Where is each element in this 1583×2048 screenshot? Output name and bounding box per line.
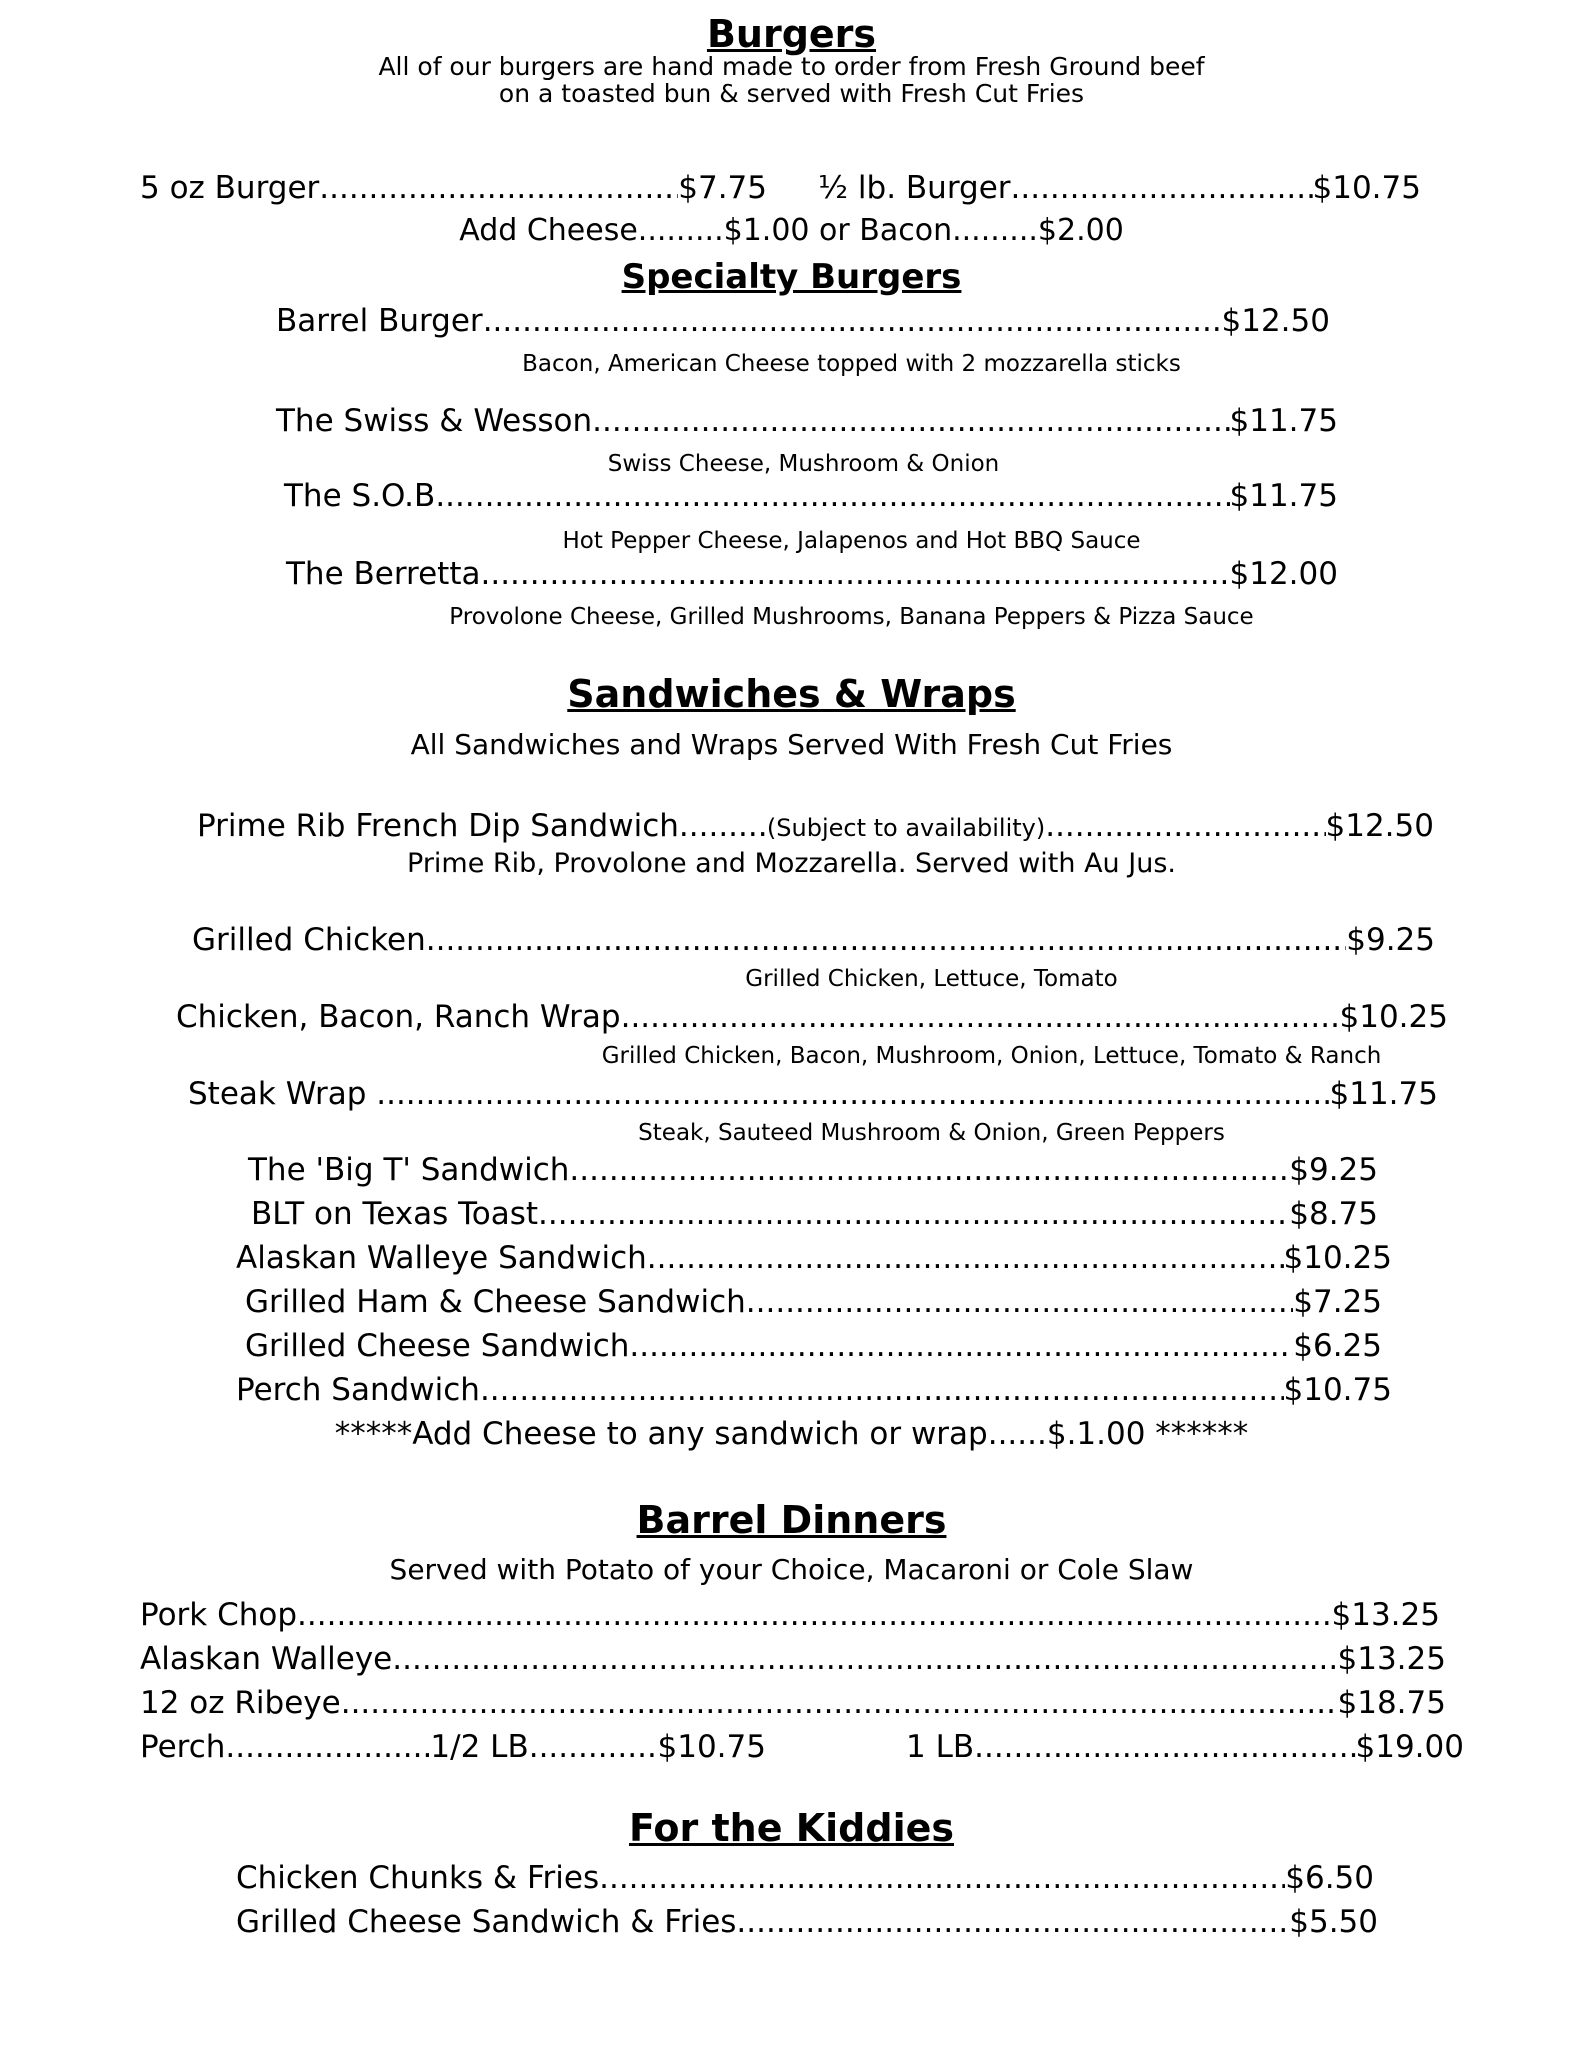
item-name: ½ lb. Burger <box>818 170 1011 206</box>
leader-dots <box>376 1076 1329 1113</box>
menu-item-perch-sandwich <box>236 1372 1392 1409</box>
item-price: $9.25 <box>1346 922 1435 958</box>
item-description: Grilled Chicken, Lettuce, Tomato <box>745 966 1118 992</box>
leader-dots <box>225 1729 430 1766</box>
leader-dots <box>569 1152 1289 1189</box>
leader-dots <box>319 170 678 207</box>
item-price: $10.25 <box>1283 1240 1392 1276</box>
leader-dots <box>746 1284 1293 1321</box>
leader-dots <box>592 403 1229 440</box>
item-price: $11.75 <box>1229 403 1338 439</box>
item-name: The S.O.B <box>284 478 436 514</box>
item-name: Perch <box>140 1729 226 1765</box>
item-price: $8.75 <box>1289 1196 1378 1232</box>
specialty-burgers-heading: Specialty Burgers <box>621 257 962 297</box>
item-name: 5 oz Burger <box>140 170 320 206</box>
barrel-dinners-heading: Barrel Dinners <box>636 1498 947 1542</box>
item-description: Prime Rib, Provolone and Mozzarella. Served with Au Jus. <box>407 848 1176 879</box>
menu-item-half-lb-burger <box>818 170 1421 207</box>
item-description: Grilled Chicken, Bacon, Mushroom, Onion, Lettuce, Tomato & Ranch <box>601 1043 1382 1069</box>
leader-dots <box>538 1196 1289 1233</box>
menu-item-ribeye <box>140 1685 1446 1722</box>
menu-item-perch-1-lb <box>906 1729 1464 1766</box>
menu-item-french-dip <box>197 808 1434 845</box>
item-price: $5.50 <box>1289 1904 1378 1940</box>
item-name: Chicken Chunks & Fries <box>236 1860 600 1896</box>
item-name: The Swiss & Wesson <box>276 403 593 439</box>
item-price: $12.50 <box>1221 303 1330 339</box>
item-name: Prime Rib French Dip Sandwich <box>197 808 679 844</box>
item-description: Swiss Cheese, Mushroom & Onion <box>607 451 1000 477</box>
menu-item-chicken-bacon-ranch-wrap <box>176 999 1448 1036</box>
item-name: Perch Sandwich <box>236 1372 480 1408</box>
item-description: Hot Pepper Cheese, Jalapenos and Hot BBQ Sauce <box>562 528 1141 554</box>
item-price: $13.25 <box>1331 1597 1440 1633</box>
menu-item-barrel-burger <box>276 303 1330 340</box>
menu-item-sob <box>284 478 1338 515</box>
leader-dots <box>529 1729 658 1766</box>
menu-item-grilled-chicken <box>192 922 1435 959</box>
item-name: Chicken, Bacon, Ranch Wrap <box>176 999 621 1035</box>
item-price: $18.75 <box>1337 1685 1446 1721</box>
item-price: $6.25 <box>1293 1328 1382 1364</box>
item-name: BLT on Texas Toast <box>251 1196 539 1232</box>
menu-item-grilled-cheese <box>245 1328 1382 1365</box>
item-price: $11.75 <box>1229 478 1338 514</box>
item-description: Provolone Cheese, Grilled Mushrooms, Banana Peppers & Pizza Sauce <box>449 604 1254 630</box>
item-name: Grilled Cheese Sandwich & Fries <box>236 1904 737 1940</box>
leader-dots <box>1011 170 1313 207</box>
item-name: The Berretta <box>286 556 481 592</box>
item-price: $12.00 <box>1229 556 1338 592</box>
portion-label: 1 LB <box>906 1729 975 1765</box>
menu-item-alaskan-walleye <box>140 1641 1446 1678</box>
menu-item-chicken-chunks <box>236 1860 1374 1897</box>
item-name: Grilled Chicken <box>192 922 426 958</box>
item-description: Steak, Sauteed Mushroom & Onion, Green Peppers <box>638 1120 1225 1146</box>
kiddies-heading: For the Kiddies <box>628 1806 954 1850</box>
menu-item-swiss-wesson <box>276 403 1338 440</box>
barrel-dinners-intro: Served with Potato of your Choice, Macaroni or Cole Slaw <box>389 1553 1194 1586</box>
item-price: $9.25 <box>1289 1152 1378 1188</box>
item-name: Alaskan Walleye Sandwich <box>236 1240 647 1276</box>
leader-dots <box>480 1372 1284 1409</box>
leader-dots <box>621 999 1340 1036</box>
menu-item-kids-grilled-cheese <box>236 1904 1378 1941</box>
leader-dots <box>426 922 1347 959</box>
leader-dots <box>679 808 767 845</box>
item-price: $10.25 <box>1339 999 1448 1035</box>
item-price: $7.75 <box>678 170 767 206</box>
add-cheese-note: *****Add Cheese to any sandwich or wrap......$.1.00 ****** <box>334 1416 1249 1452</box>
sandwiches-wraps-heading: Sandwiches & Wraps <box>567 672 1016 716</box>
leader-dots <box>1045 808 1325 845</box>
leader-dots <box>974 1729 1355 1766</box>
menu-item-grilled-ham-cheese <box>245 1284 1382 1321</box>
leader-dots <box>647 1240 1284 1277</box>
menu-item-berretta <box>286 556 1338 593</box>
burgers-intro-line-2: on a toasted bun & served with Fresh Cut Fries <box>498 79 1085 108</box>
portion-label: 1/2 LB <box>430 1729 529 1765</box>
leader-dots <box>736 1904 1289 1941</box>
item-name: The 'Big T' Sandwich <box>248 1152 570 1188</box>
item-price: $19.00 <box>1355 1729 1464 1765</box>
leader-dots <box>392 1641 1337 1678</box>
burger-addons: Add Cheese.........$1.00 or Bacon.........$2.00 <box>459 213 1124 248</box>
item-price: $7.25 <box>1293 1284 1382 1320</box>
leader-dots <box>483 303 1222 340</box>
item-name: Grilled Cheese Sandwich <box>245 1328 630 1364</box>
item-price: $11.75 <box>1329 1076 1438 1112</box>
leader-dots <box>297 1597 1331 1634</box>
burgers-intro-line-1: All of our burgers are hand made to order from Fresh Ground beef <box>378 52 1205 81</box>
item-name: Steak Wrap <box>188 1076 377 1112</box>
leader-dots <box>435 478 1229 515</box>
item-price: $13.25 <box>1337 1641 1446 1677</box>
leader-dots <box>341 1685 1338 1722</box>
burgers-heading: Burgers <box>706 12 877 56</box>
item-price: $6.50 <box>1285 1860 1374 1896</box>
menu-item-perch-half-lb <box>140 1729 766 1766</box>
item-price: $10.75 <box>657 1729 766 1765</box>
menu-item-blt <box>251 1196 1378 1233</box>
menu-item-pork-chop <box>140 1597 1440 1634</box>
menu-item-alaskan-walleye-sandwich <box>236 1240 1392 1277</box>
menu-item-steak-wrap <box>188 1076 1438 1113</box>
item-price: $10.75 <box>1312 170 1421 206</box>
sandwiches-intro: All Sandwiches and Wraps Served With Fresh Cut Fries <box>410 728 1173 761</box>
leader-dots <box>481 556 1230 593</box>
item-name: Grilled Ham & Cheese Sandwich <box>245 1284 746 1320</box>
item-description: Bacon, American Cheese topped with 2 mozzarella sticks <box>522 351 1181 377</box>
item-name: 12 oz Ribeye <box>140 1685 341 1721</box>
menu-item-big-t-sandwich <box>248 1152 1378 1189</box>
item-name: Alaskan Walleye <box>140 1641 393 1677</box>
leader-dots <box>629 1328 1293 1365</box>
item-price: $12.50 <box>1325 808 1434 844</box>
leader-dots <box>599 1860 1285 1897</box>
item-price: $10.75 <box>1283 1372 1392 1408</box>
item-name: Barrel Burger <box>276 303 483 339</box>
menu-item-5oz-burger <box>140 170 767 207</box>
item-name: Pork Chop <box>140 1597 298 1633</box>
availability-note: (Subject to availability) <box>766 814 1046 842</box>
